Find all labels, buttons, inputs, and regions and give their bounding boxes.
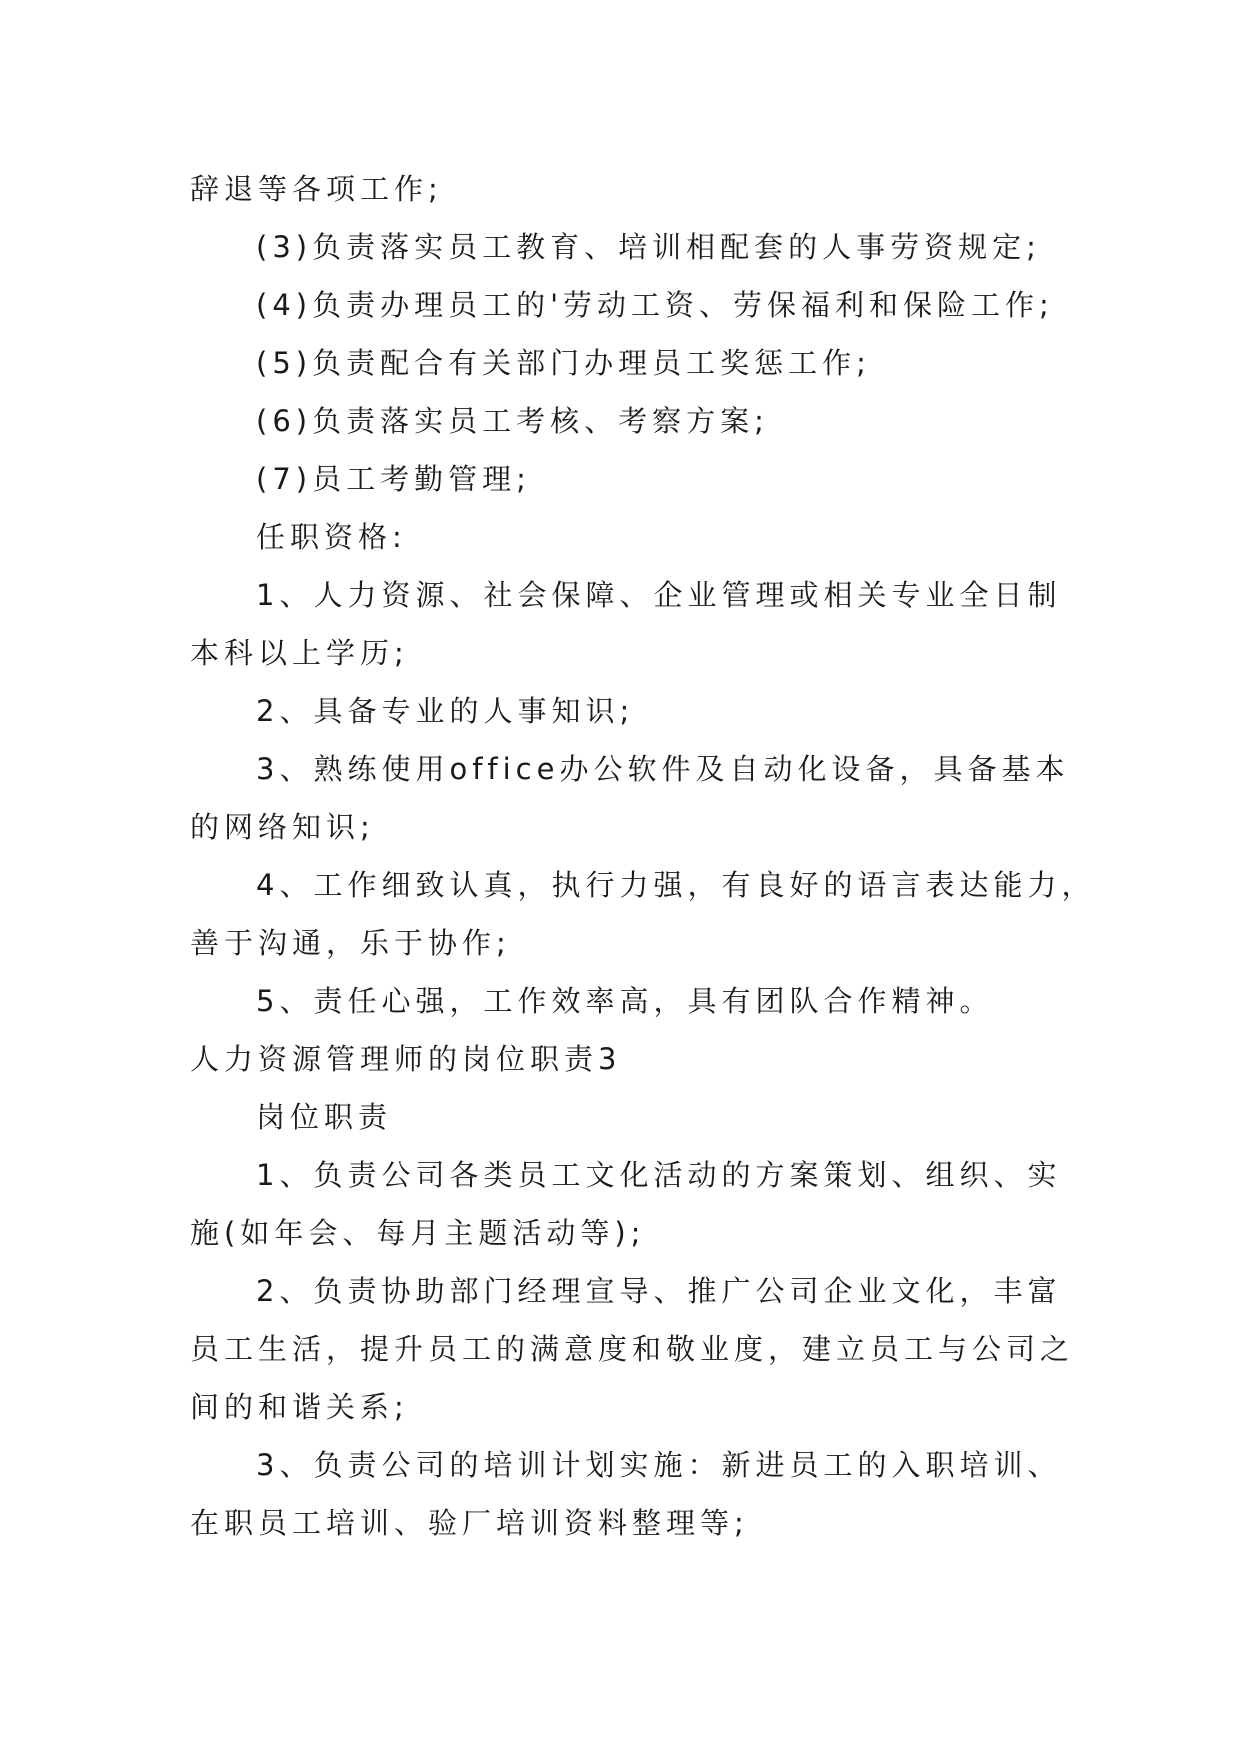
text-line: 1、负责公司各类员工文化活动的方案策划、组织、实 (256, 1158, 1062, 1192)
text-line: 间的和谐关系; (190, 1390, 409, 1424)
text-line: 人力资源管理师的岗位职责3 (190, 1042, 622, 1076)
text-line: (3)负责落实员工教育、培训相配套的人事劳资规定; (256, 230, 1041, 264)
text-line: 本科以上学历; (190, 636, 409, 670)
text-line: 岗位职责 (256, 1100, 393, 1134)
text-line: 3、熟练使用office办公软件及自动化设备，具备基本 (256, 752, 1070, 786)
document-body (190, 160, 1096, 1552)
text-line: 1、人力资源、社会保障、企业管理或相关专业全日制 (256, 578, 1062, 612)
text-line: 的网络知识; (190, 810, 375, 844)
text-line: 5、责任心强，工作效率高，具有团队合作精神。 (256, 984, 994, 1018)
text-line: 在职员工培训、验厂培训资料整理等; (190, 1506, 749, 1540)
text-line: 辞退等各项工作; (190, 172, 443, 206)
text-line: 2、负责协助部门经理宣导、推广公司企业文化，丰富 (256, 1274, 1062, 1308)
text-line: 3、负责公司的培训计划实施：新进员工的入职培训、 (256, 1448, 1062, 1482)
text-line: (7)员工考勤管理; (256, 462, 531, 496)
text-line: 员工生活，提升员工的满意度和敬业度，建立员工与公司之 (190, 1332, 1075, 1366)
text-line: (6)负责落实员工考核、考察方案; (256, 404, 769, 438)
text-line: 任职资格: (256, 520, 407, 554)
text-line: (4)负责办理员工的'劳动工资、劳保福利和保险工作; (256, 288, 1054, 322)
text-line: 施(如年会、每月主题活动等); (190, 1216, 646, 1250)
text-line: 善于沟通，乐于协作; (190, 926, 511, 960)
text-line: 4、工作细致认真，执行力强，有良好的语言表达能力， (256, 868, 1096, 902)
text-line: (5)负责配合有关部门办理员工奖惩工作; (256, 346, 871, 380)
text-line: 2、具备专业的人事知识; (256, 694, 635, 728)
